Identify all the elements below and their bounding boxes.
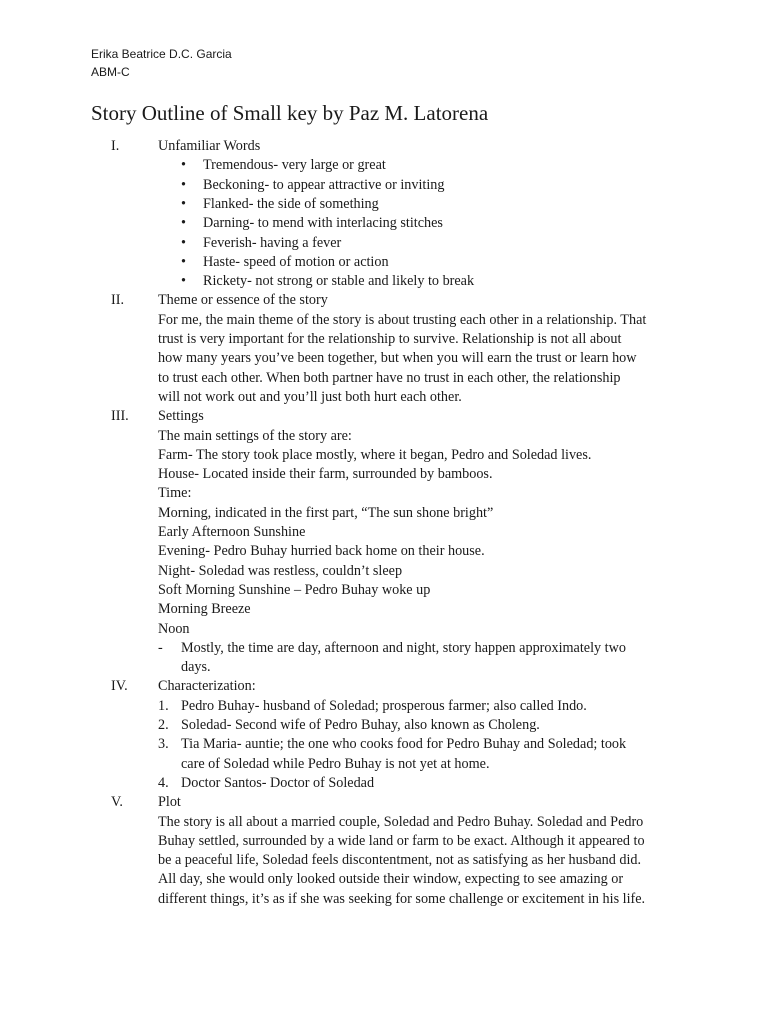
setting-text: The main settings of the story are: xyxy=(158,427,352,444)
document-title: Story Outline of Small key by Paz M. Latorena xyxy=(91,101,489,125)
setting-text: Morning Breeze xyxy=(158,601,251,618)
setting-text: House- Located inside their farm, surrounded by bamboos. xyxy=(158,466,493,483)
bullet-text: Flanked- the side of something xyxy=(203,195,379,212)
setting-text: Farm- The story took place mostly, where it began, Pedro and Soledad lives. xyxy=(158,446,592,463)
character-item-line xyxy=(0,716,768,735)
paragraph-text: how many years you’ve been together, but when you will earn the trust or learn how xyxy=(158,350,637,367)
author-name: Erika Beatrice D.C. Garcia xyxy=(91,47,232,61)
bullet-icon: • xyxy=(181,273,186,290)
paragraph-text: different things, it’s as if she was seeking for some challenge or excitement in his life. xyxy=(158,890,646,907)
character-item-number: 4. xyxy=(158,774,169,791)
bullet-item xyxy=(0,272,768,291)
setting-line xyxy=(0,523,768,542)
paragraph-text: to trust each other. When both partner have no trust in each other, the relationship xyxy=(158,369,621,386)
bullet-icon: • xyxy=(181,215,186,232)
paragraph-line xyxy=(0,890,768,909)
paragraph-line xyxy=(0,388,768,407)
bullet-item xyxy=(0,156,768,175)
bullet-item xyxy=(0,176,768,195)
bullet-text: Feverish- having a fever xyxy=(203,234,342,251)
dash-item-line xyxy=(0,639,768,658)
setting-line xyxy=(0,600,768,619)
section-heading: Characterization: xyxy=(158,678,256,695)
section-heading: Plot xyxy=(158,794,181,811)
setting-text: Evening- Pedro Buhay hurried back home on their house. xyxy=(158,543,485,560)
setting-text: Morning, indicated in the first part, “The sun shone bright” xyxy=(158,504,494,521)
bullet-item xyxy=(0,234,768,253)
section-numeral: V. xyxy=(111,794,123,811)
setting-line xyxy=(0,542,768,561)
bullet-icon: • xyxy=(181,195,186,212)
setting-text: Noon xyxy=(158,620,190,637)
paragraph-line xyxy=(0,330,768,349)
character-item-line xyxy=(0,774,768,793)
character-item-text: Doctor Santos- Doctor of Soledad xyxy=(181,774,375,791)
character-item-text: care of Soledad while Pedro Buhay is not yet at home. xyxy=(181,755,490,772)
section-numeral: IV. xyxy=(111,678,128,695)
section-heading: Settings xyxy=(158,408,204,425)
section-heading-row xyxy=(0,677,768,696)
character-item-text: Soledad- Second wife of Pedro Buhay, also known as Choleng. xyxy=(181,717,540,733)
bullet-text: Rickety- not strong or stable and likely to break xyxy=(203,273,475,290)
section-numeral: I. xyxy=(111,138,120,154)
setting-line xyxy=(0,427,768,446)
author-section: ABM-C xyxy=(91,65,130,79)
paragraph-text: The story is all about a married couple, Soledad and Pedro Buhay. Soledad and Pedro xyxy=(158,813,644,830)
section-heading-row xyxy=(0,291,768,310)
character-item-number: 3. xyxy=(158,736,169,753)
paragraph-text: be a peaceful life, Soledad feels discontentment, not as satisfying as her husband did. xyxy=(158,852,642,869)
dash-item-text: Mostly, the time are day, afternoon and night, story happen approximately two xyxy=(181,639,626,656)
setting-text: Time: xyxy=(158,485,192,502)
paragraph-line xyxy=(0,369,768,388)
paragraph-text: All day, she would only looked outside their window, expecting to see amazing or xyxy=(158,871,624,888)
bullet-icon: • xyxy=(181,176,186,193)
bullet-item xyxy=(0,253,768,272)
paragraph-line xyxy=(0,311,768,330)
character-item-number: 1. xyxy=(158,697,169,714)
setting-line xyxy=(0,465,768,484)
character-item-number: 2. xyxy=(158,717,169,733)
paragraph-text: will not work out and you’ll just both hurt each other. xyxy=(158,388,462,405)
setting-line xyxy=(0,581,768,600)
bullet-text: Haste- speed of motion or action xyxy=(203,253,389,270)
dash-marker: - xyxy=(158,639,163,656)
character-item-line xyxy=(0,697,768,716)
setting-text: Night- Soledad was restless, couldn’t sleep xyxy=(158,562,403,579)
section-heading: Theme or essence of the story xyxy=(158,292,328,309)
setting-line xyxy=(0,562,768,581)
bullet-item xyxy=(0,214,768,233)
setting-line xyxy=(0,484,768,503)
dash-item-line xyxy=(0,658,768,677)
character-item-text: Tia Maria- auntie; the one who cooks food for Pedro Buhay and Soledad; took xyxy=(181,736,627,753)
dash-item-text: days. xyxy=(181,659,211,676)
bullet-text: Beckoning- to appear attractive or inviting xyxy=(203,176,445,193)
section-numeral: II. xyxy=(111,292,124,309)
character-item-line xyxy=(0,755,768,774)
bullet-item xyxy=(0,195,768,214)
paragraph-text: For me, the main theme of the story is about trusting each other in a relationship. That xyxy=(158,311,647,328)
bullet-icon: • xyxy=(181,157,186,174)
character-item-text: Pedro Buhay- husband of Soledad; prosperous farmer; also called Indo. xyxy=(181,697,587,714)
setting-text: Soft Morning Sunshine – Pedro Buhay woke up xyxy=(158,581,431,598)
section-heading: Unfamiliar Words xyxy=(158,138,261,154)
section-heading-row xyxy=(0,407,768,426)
bullet-text: Darning- to mend with interlacing stitches xyxy=(203,215,443,232)
setting-line xyxy=(0,620,768,639)
paragraph-line xyxy=(0,870,768,889)
bullet-icon: • xyxy=(181,234,186,251)
setting-line xyxy=(0,446,768,465)
paragraph-text: trust is very important for the relationship to survive. Relationship is not all about xyxy=(158,331,622,347)
paragraph-line xyxy=(0,349,768,368)
bullet-text: Tremendous- very large or great xyxy=(203,157,386,174)
bullet-icon: • xyxy=(181,253,186,270)
character-item-line xyxy=(0,735,768,754)
paragraph-line xyxy=(0,832,768,851)
section-numeral: III. xyxy=(111,408,129,425)
paragraph-line xyxy=(0,851,768,870)
setting-text: Early Afternoon Sunshine xyxy=(158,524,306,540)
setting-line xyxy=(0,504,768,523)
section-heading-row xyxy=(0,793,768,812)
section-heading-row xyxy=(0,137,768,156)
paragraph-text: Buhay settled, surrounded by a wide land or farm to be exact. Although it appeared to xyxy=(158,832,645,849)
paragraph-line xyxy=(0,813,768,832)
